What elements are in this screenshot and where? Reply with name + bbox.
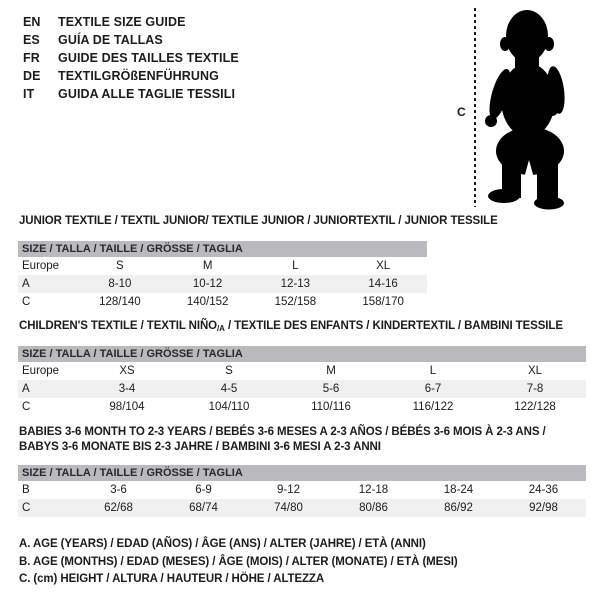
junior-size-table	[18, 241, 427, 311]
legend-line-c: C. (cm) HEIGHT / ALTURA / HAUTEUR / HÖHE / ALTEZZA	[19, 573, 325, 585]
cell: 4-5	[220, 383, 238, 395]
lang-code: DE	[23, 69, 41, 83]
title-line: BABYS 3-6 MONATE BIS 2-3 JAHRE / BAMBINI 3-6 MESI A 2-3 ANNI	[19, 441, 381, 453]
lang-row-en	[23, 13, 239, 31]
size-header-bar: SIZE / TALLA / TAILLE / GRÖSSE / TAGLIA	[18, 346, 586, 362]
cell: 14-16	[368, 278, 398, 290]
lang-row-it	[23, 85, 239, 103]
cell: 80/86	[359, 502, 388, 514]
cell: 8-10	[108, 278, 132, 290]
lang-row-de	[23, 67, 239, 85]
lang-title: GUIDA ALLE TAGLIE TESSILI	[58, 87, 236, 101]
cell: 24-36	[528, 484, 559, 496]
cell: 68/74	[189, 502, 218, 514]
cell: 122/128	[514, 401, 556, 413]
lang-title: GUÍA DE TALLAS	[58, 33, 163, 47]
cell: 98/104	[109, 401, 145, 413]
cell: 158/170	[362, 296, 404, 308]
cell: 7-8	[526, 383, 544, 395]
cell: XS	[119, 365, 135, 377]
row-label: Europe	[22, 260, 60, 272]
cell: 10-12	[192, 278, 223, 290]
cell: M	[202, 260, 213, 272]
lang-code: ES	[23, 33, 40, 47]
lang-code: FR	[23, 51, 40, 65]
children-table-title	[19, 320, 563, 333]
cell: L	[292, 260, 299, 272]
cell: 9-12	[276, 484, 301, 496]
cell: 6-9	[195, 484, 212, 496]
table-row-months	[18, 481, 586, 499]
size-header-bar: SIZE / TALLA / TAILLE / GRÖSSE / TAGLIA	[18, 465, 586, 481]
height-measure-label: C	[457, 105, 466, 119]
lang-row-fr	[23, 49, 239, 67]
row-label: C	[22, 502, 31, 514]
cell: 140/152	[186, 296, 229, 308]
cell: 104/110	[208, 401, 250, 413]
lang-title: TEXTILE SIZE GUIDE	[58, 15, 186, 29]
table-row-europe	[18, 257, 427, 275]
language-header	[23, 13, 239, 103]
title-text: CHILDREN'S TEXTILE / TEXTIL NIÑO	[19, 320, 218, 332]
babies-table-title	[19, 425, 579, 455]
children-size-table	[18, 346, 586, 416]
row-label: C	[22, 296, 31, 308]
lang-title: GUIDE DES TAILLES TEXTILE	[58, 51, 239, 65]
table-row-height	[18, 398, 586, 416]
cell: 110/116	[311, 401, 351, 413]
table-row-height	[18, 293, 427, 311]
lang-title: TEXTILGRÖßENFÜHRUNG	[58, 69, 219, 83]
title-subscript: /A	[217, 324, 225, 333]
cell: 12-18	[358, 484, 389, 496]
cell: 86/92	[444, 502, 473, 514]
cell: 3-6	[110, 484, 127, 496]
table-row-europe	[18, 362, 586, 380]
cell: 116/122	[412, 401, 454, 413]
row-label: B	[22, 484, 30, 496]
cell: 12-13	[280, 278, 311, 290]
cell: S	[225, 365, 233, 377]
cell: 74/80	[274, 502, 303, 514]
lang-code: EN	[23, 15, 41, 29]
cell: XL	[376, 260, 391, 272]
cell: L	[429, 365, 437, 377]
title-text: / TEXTILE DES ENFANTS / KINDERTEXTIL / BAMBINI TESSILE	[224, 320, 563, 332]
cell: XL	[527, 365, 543, 377]
toddler-silhouette-icon	[482, 8, 577, 210]
cell: 5-6	[322, 383, 340, 395]
table-row-height	[18, 499, 586, 517]
lang-row-es	[23, 31, 239, 49]
babies-size-table	[18, 465, 586, 517]
size-header-bar: SIZE / TALLA / TAILLE / GRÖSSE / TAGLIA	[18, 241, 427, 257]
legend-line-a: A. AGE (YEARS) / EDAD (AÑOS) / ÂGE (ANS) / ALTER (JAHRE) / ETÀ (ANNI)	[19, 538, 426, 550]
cell: S	[116, 260, 124, 272]
cell: 6-7	[424, 383, 442, 395]
table-row-age	[18, 380, 586, 398]
measure-legend	[19, 536, 458, 589]
height-dotted-line	[474, 8, 476, 207]
cell: M	[326, 365, 336, 377]
cell: 18-24	[443, 484, 474, 496]
row-label: A	[22, 383, 30, 395]
row-label: A	[22, 278, 30, 290]
junior-table-title: JUNIOR TEXTILE / TEXTIL JUNIOR/ TEXTILE JUNIOR / JUNIORTEXTIL / JUNIOR TESSILE	[19, 215, 498, 227]
row-label: Europe	[22, 365, 60, 377]
cell: 92/98	[529, 502, 558, 514]
row-label: C	[22, 401, 31, 413]
cell: 152/158	[274, 296, 317, 308]
legend-line-b: B. AGE (MONTHS) / EDAD (MESES) / ÂGE (MOIS) / ALTER (MONATE) / ETÀ (MESI)	[19, 555, 458, 568]
table-row-age	[18, 275, 427, 293]
cell: 62/68	[104, 502, 133, 514]
cell: 3-4	[118, 383, 136, 395]
lang-code: IT	[23, 87, 35, 101]
title-line: BABIES 3-6 MONTH TO 2-3 YEARS / BEBÉS 3-6 MESES A 2-3 AÑOS / BÉBÉS 3-6 MOIS À 2-3 ANS /	[19, 426, 546, 438]
cell: 128/140	[99, 296, 141, 308]
